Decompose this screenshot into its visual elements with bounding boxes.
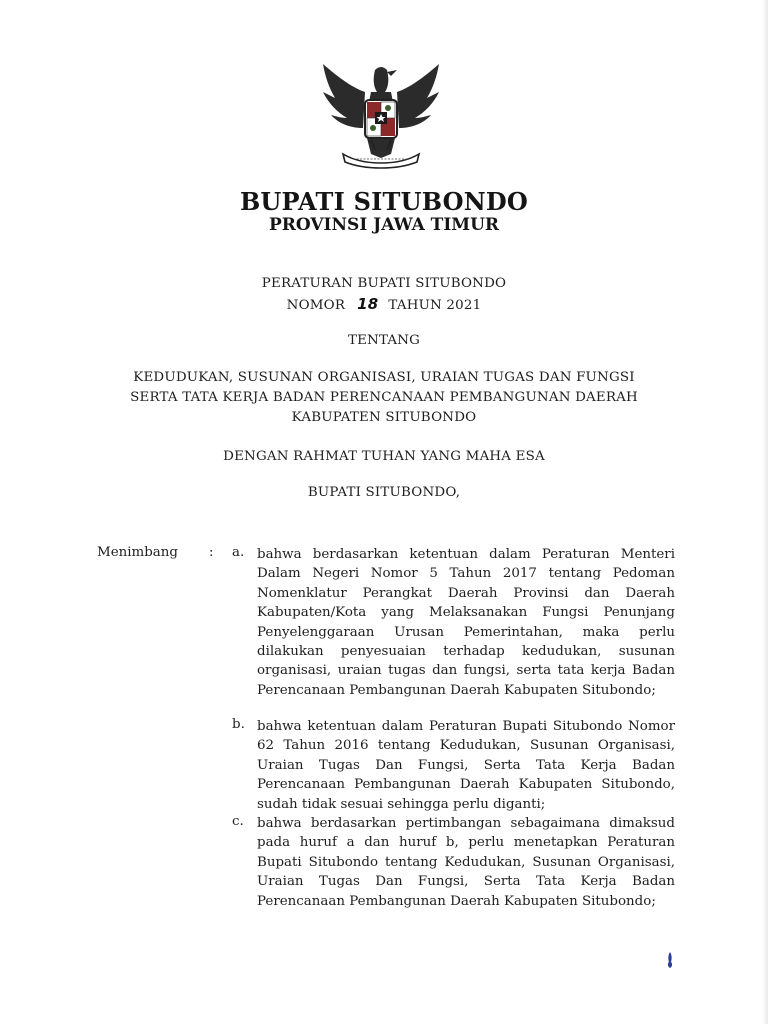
item-letter-a: a. xyxy=(232,545,245,560)
subject-line-1: KEDUDUKAN, SUSUNAN ORGANISASI, URAIAN TUGAS DAN FUNGSI xyxy=(133,370,635,385)
regent-title: BUPATI SITUBONDO xyxy=(239,187,529,216)
garuda-pancasila-emblem-icon xyxy=(313,58,449,170)
subject-line-3: KABUPATEN SITUBONDO xyxy=(291,410,477,425)
page-edge-shadow xyxy=(762,0,768,1024)
consideration-item-c: bahwa berdasarkan pertimbangan sebagaimana dimaksud pada huruf a dan huruf b, perlu menetapkan Peraturan Bupati Situbondo tentang Kedudukan, Susunan Organisasi, Uraian Tugas Dan Fungsi, Serta Tata Kerja Badan Perencanaan Pembangunan Daerah Kabupaten Situbondo; xyxy=(257,816,675,909)
regulation-year: TAHUN 2021 xyxy=(388,298,482,313)
blessing-line: DENGAN RAHMAT TUHAN YANG MAHA ESA xyxy=(223,449,545,464)
consideration-item-a: bahwa berdasarkan ketentuan dalam Peraturan Menteri Dalam Negeri Nomor 5 Tahun 2017 tentang Pedoman Nomenklatur Perangkat Daerah Provinsi dan Daerah Kabupaten/Kota yang Melaksanakan Fungsi Penunjang Penyelenggaraan Urusan Pemerintahan, maka perlu dilakukan penyesuaian terhadap kedudukan, susunan organisasi, uraian tugas dan fungsi, serta tata kerja Badan Perencanaan Pembangunan Daerah Kabupaten Situbondo; xyxy=(257,547,675,698)
item-letter-b: b. xyxy=(232,717,245,732)
issuer-line: BUPATI SITUBONDO, xyxy=(307,485,461,500)
considering-label: Menimbang xyxy=(97,545,178,560)
province-subtitle: PROVINSI JAWA TIMUR xyxy=(268,215,500,235)
consideration-item-b: bahwa ketentuan dalam Peraturan Bupati Situbondo Nomor 62 Tahun 2016 tentang Kedudukan, Susunan Organisasi, Uraian Tugas Dan Fungsi, Serta Tata Kerja Badan Perencanaan Pembangunan Daerah Kabupaten Situbondo, sudah tidak sesuai sehingga perlu diganti; xyxy=(257,719,675,812)
item-letter-c: c. xyxy=(232,814,244,829)
regulation-type: PERATURAN BUPATI SITUBONDO xyxy=(261,276,507,291)
regulation-number-line xyxy=(0,295,768,313)
subject-line-2: SERTA TATA KERJA BADAN PERENCANAAN PEMBANGUNAN DAERAH xyxy=(130,390,638,405)
about-heading: TENTANG xyxy=(347,333,421,348)
considering-colon: : xyxy=(209,545,214,560)
regulation-number-prefix: NOMOR xyxy=(286,298,346,313)
regulation-number-handwritten: 18 xyxy=(357,295,379,313)
initial-pen-mark-icon xyxy=(665,951,675,969)
